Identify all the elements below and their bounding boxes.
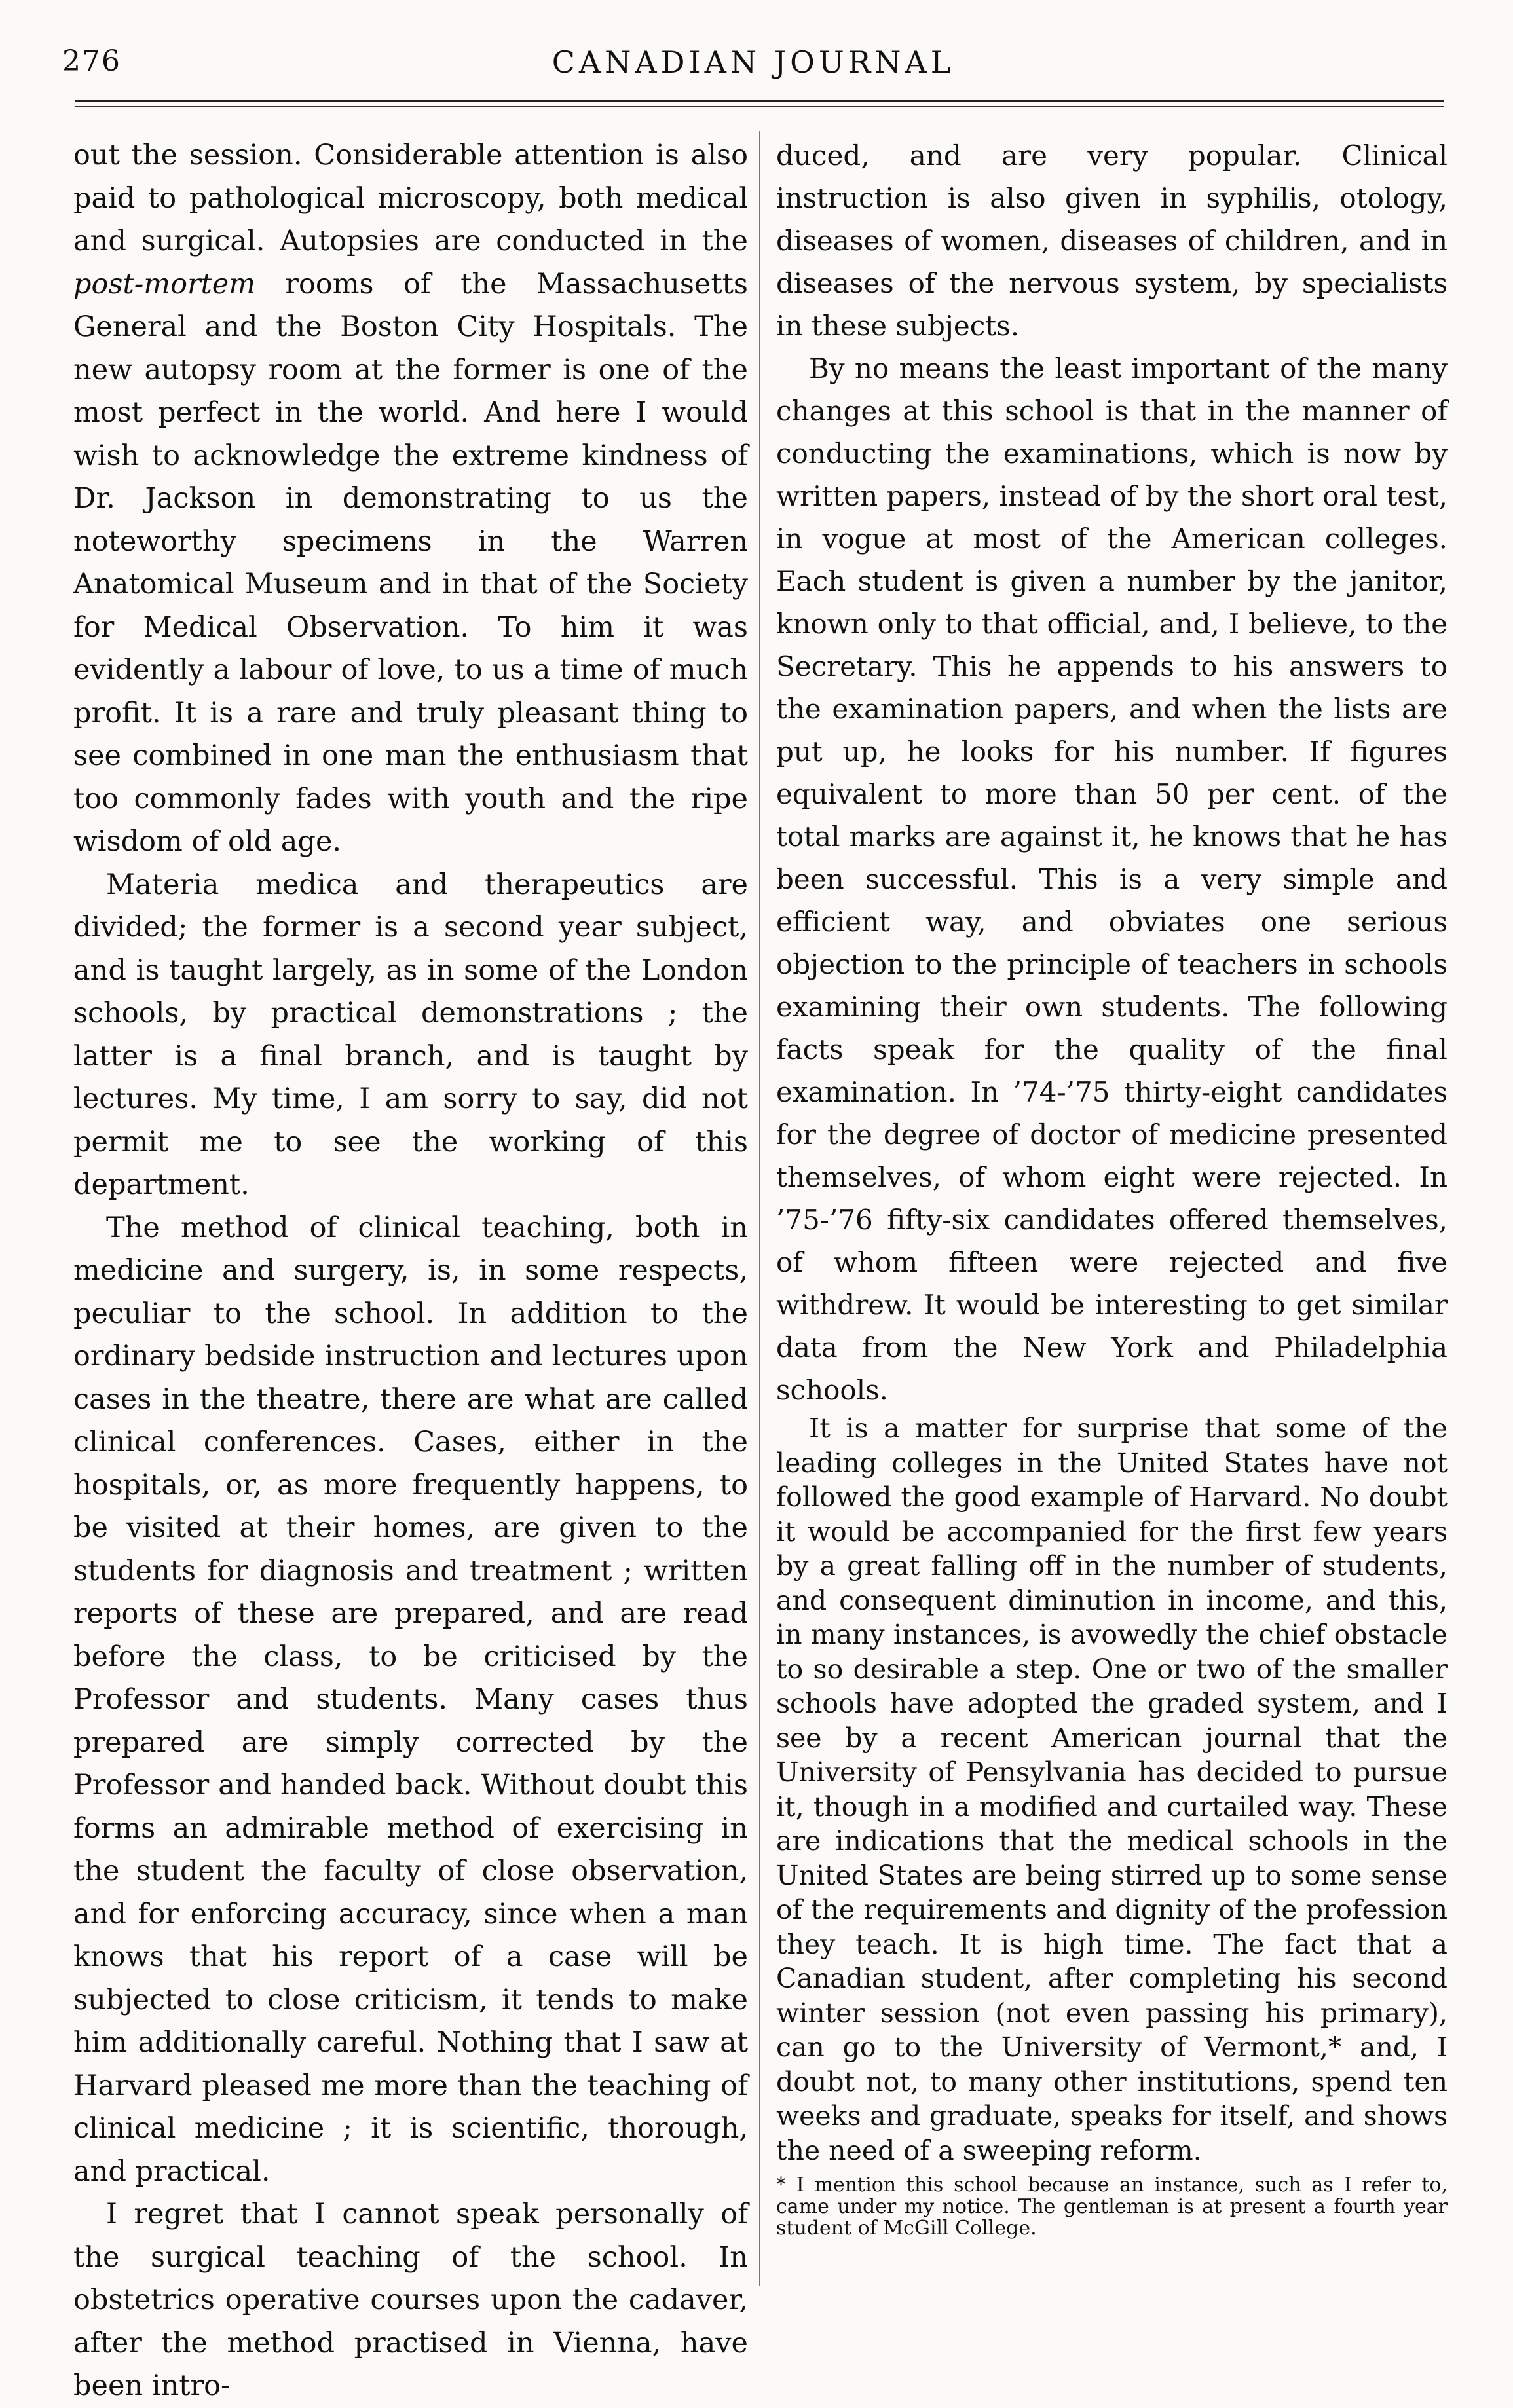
paragraph-text: out the session. Considerable attention is also paid to pathological microscopy, both medical and surgical. Autopsies are conducted in the [73,139,748,257]
page-header [62,45,1444,90]
left-paragraph-4: I regret that I cannot speak personally of the surgical teaching of the school. In obstetrics operative courses upon the cadaver, after the method practised in Vienna, have been intro- [73,2198,748,2402]
right-column [776,134,1448,2239]
right-paragraph-3: It is a matter for surprise that some of the leading colleges in the United States have not followed the good example of Harvard. No doubt it would be accompanied for the first few years by a great falling off in the number of students, and consequent diminution in income, and this, in many instances, is avowedly the chief obstacle to so desirable a step. One or two of the smaller schools have adopted the graded system, and I see by a recent American journal that the University of Pensylvania has decided to pursue it, though in a modified and curtailed way. These are indications that the medical schools in the United States are being stirred up to some sense of the requirements and dignity of the profession they teach. It is high time. The fact that a Canadian student, after completing his second winter session (not even passing his primary), can go to the University of Vermont,* and, I doubt not, to many other institutions, spend ten weeks and graduate, speaks for itself, and shows the need of a sweeping reform. [776,1413,1448,2166]
paragraph-text: rooms of the Massachusetts General and the Boston City Hospitals. The new autopsy room at the former is one of the most perfect in the world. And here I would wish to acknowledge the extreme kindness of Dr. Jackson in demonstrating to us the noteworthy specimens in the Warren Anatomical Museum and in that of the Society for Medical Observation. To him it was evidently a labour of love, to us a time of much profit. It is a rare and truly pleasant thing to see combined in one man the enthusiasm that too commonly fades with youth and the ripe wisdom of old age. [73,267,748,858]
left-paragraph-3: The method of clinical teaching, both in medicine and surgery, is, in some respects, peculiar to the school. In addition to the ordinary bedside instruction and lectures upon cases in the theatre, there are what are called clinical conferences. Cases, either in the hospitals, or, as more frequently happens, to be visited at their homes, are given to the students for diagnosis and treatment ; written reports of these are prepared, and are read before the class, to be criticised by the Professor and students. Many cases thus prepared are simply corrected by the Professor and handed back. Without doubt this forms an admirable method of exercising in the student the faculty of close observation, and for enforcing accuracy, since when a man knows that his report of a case will be subjected to close criticism, it tends to make him additionally careful. Nothing that I saw at Harvard pleased me more than the teaching of clinical medicine ; it is scientific, thorough, and practical. [73,1211,748,2188]
italic-term: post-mortem [73,267,256,301]
footnote: * I mention this school because an instance, such as I refer to, came under my notice. The gentleman is at present a fourth year student of McGill College. [776,2174,1448,2240]
page-number: 276 [62,45,121,78]
right-paragraph-2: By no means the least important of the many changes at this school is that in the manner of conducting the examinations, which is now by written papers, instead of by the short oral test, in vogue at most of the American colleges. Each student is given a number by the janitor, known only to that official, and, I believe, to the Secretary. This he appends to his answers to the examination papers, and when the lists are put up, he looks for his number. If figures equivalent to more than 50 per cent. of the total marks are against it, he knows that he has been successful. This is a very simple and efficient way, and obviates one serious objection to the principle of teachers in schools examining their own students. The following facts speak for the quality of the final examination. In ’74-’75 thirty-eight candidates for the degree of doctor of medicine presented themselves, of whom eight were rejected. In ’75-’76 fifty-six candidates offered themselves, of whom fifteen were rejected and five withdrew. It would be interesting to get similar data from the New York and Philadelphia schools. [776,352,1448,1406]
header-rule [75,100,1444,102]
right-paragraph-1: duced, and are very popular. Clinical instruction is also given in syphilis, otology, diseases of women, diseases of children, and in diseases of the nervous system, by specialists in these subjects. [776,139,1448,342]
column-divider [759,131,760,2286]
left-paragraph-1 [73,134,748,864]
left-paragraph-2: Materia medica and therapeutics are divided; the former is a second year subject, and is taught largely, as in some of the London schools, by practical demonstrations ; the latter is a final branch, and is taught by lectures. My time, I am sorry to say, did not permit me to see the working of this department. [73,868,748,1201]
header-rule-secondary [75,106,1444,107]
left-column [73,134,748,2408]
journal-title: CANADIAN JOURNAL [551,45,955,80]
